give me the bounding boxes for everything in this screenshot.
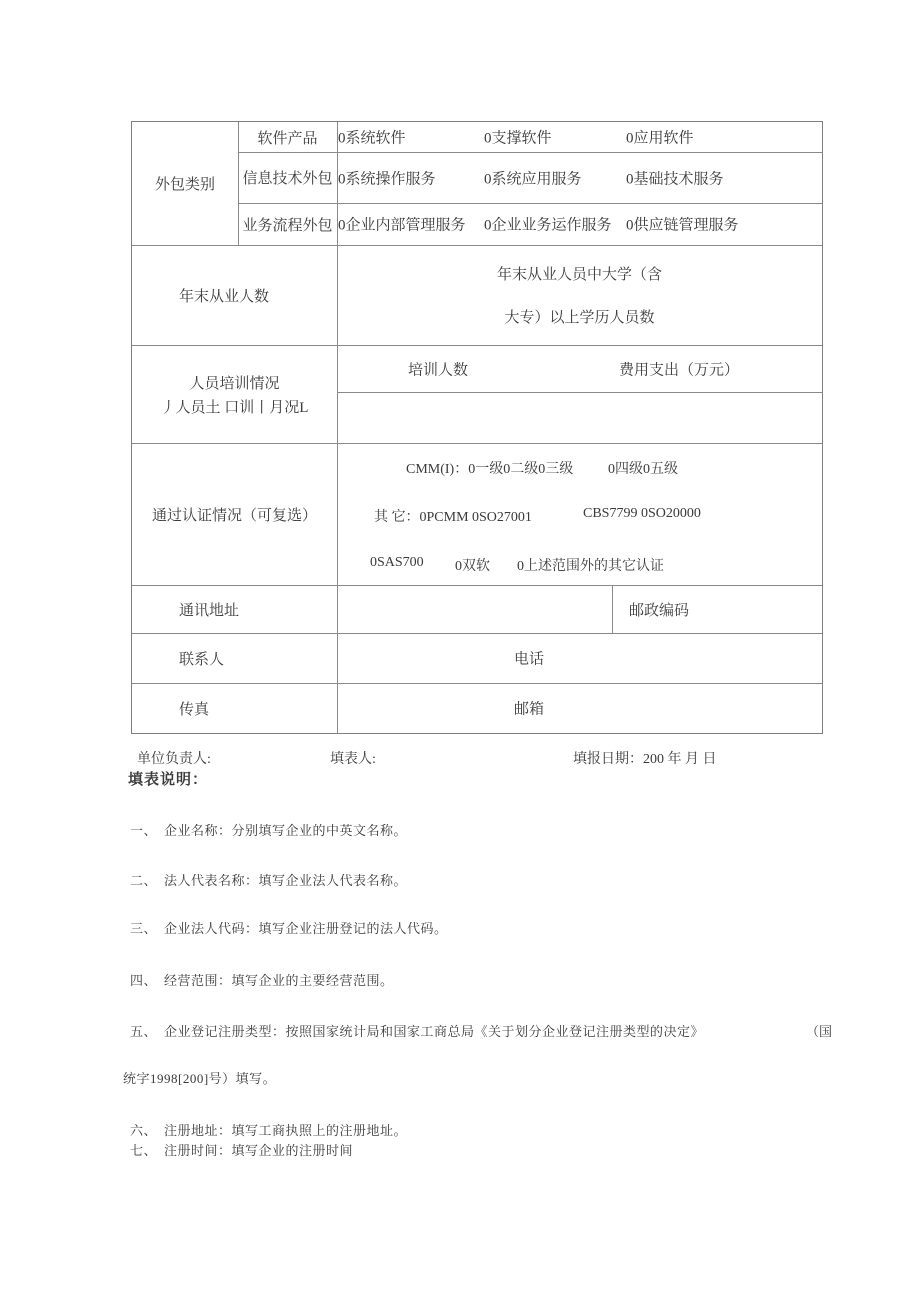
- note-number: 五、: [130, 1024, 158, 1039]
- note-text: 法人代表名称：填写企业法人代表名称。: [164, 873, 408, 888]
- option-row: [337, 203, 822, 245]
- email-label: 邮箱: [514, 701, 545, 718]
- note-item-6: [130, 1120, 407, 1139]
- note-item-1: [130, 820, 407, 839]
- unit-head-label: 单位负责人:: [137, 752, 211, 767]
- note-number: 七、: [130, 1143, 158, 1158]
- fill-date-label: 填报日期：200 年 月 日: [573, 752, 717, 767]
- checkbox-option: 0企业内部管理服务: [338, 217, 466, 234]
- row-label-software-product: 软件产品: [257, 130, 318, 147]
- note-item-5: [130, 1021, 704, 1040]
- note-text: 企业登记注册类型：按照国家统计局和国家工商总局《关于划分企业登记注册类型的决定》: [164, 1024, 705, 1039]
- enterprise-form-table: [131, 121, 823, 734]
- contact-person-label: 联系人: [179, 651, 225, 668]
- note-item-5-continuation: 统字1998[200]号）填写。: [123, 1071, 277, 1086]
- note-number: 四、: [130, 973, 158, 988]
- note-number: 二、: [130, 873, 158, 888]
- training-header-row: [337, 345, 822, 392]
- note-number: 一、: [130, 823, 158, 838]
- checkbox-option: 0应用软件: [626, 130, 694, 147]
- option-row: [337, 152, 822, 203]
- certification-label: 通过认证情况（可复选）: [151, 507, 317, 524]
- note-text: 企业法人代码：填写企业注册登记的法人代码。: [164, 921, 448, 936]
- fax-label: 传真: [179, 701, 210, 718]
- certification-line-other: [337, 506, 822, 526]
- divider: [337, 392, 822, 393]
- cmm-levels-45: 0四级0五级: [608, 462, 678, 477]
- cert-sas700: 0SAS700: [370, 555, 424, 570]
- staff-degree-line1: 年末从业人员中大学（含: [496, 267, 662, 283]
- note-text: 注册地址：填写工商执照上的注册地址。: [164, 1123, 408, 1138]
- cert-double-soft: 0双软: [455, 559, 490, 574]
- note-item-5-tail: （国: [806, 1024, 833, 1039]
- staff-count-label: 年末从业人数: [179, 288, 270, 305]
- row-label-bpo: 业务流程外包: [242, 217, 333, 234]
- certification-line-more: [337, 555, 822, 575]
- cert-other-scope: 0上述范围外的其它认证: [517, 559, 664, 574]
- form-filler-label: 填表人:: [330, 752, 376, 767]
- signature-line: [0, 748, 920, 768]
- note-item-2: [130, 870, 407, 889]
- row-label-it-outsourcing: 信息技术外包: [242, 171, 333, 187]
- note-item-7: [130, 1140, 353, 1159]
- note-text: 企业名称：分别填写企业的中英文名称。: [164, 823, 408, 838]
- checkbox-option: 0系统操作服务: [338, 171, 436, 187]
- note-item-3: [130, 918, 448, 937]
- checkbox-option: 0系统软件: [338, 130, 406, 147]
- certification-line-cmm: [337, 458, 822, 478]
- staff-degree-cell: [337, 245, 822, 345]
- checkbox-option: 0企业业务运作服务: [484, 217, 612, 234]
- checkbox-option: 0系统应用服务: [484, 171, 582, 187]
- outsourcing-category-label: 外包类别: [154, 177, 215, 193]
- training-label-line1: 人员培训情况: [189, 375, 280, 392]
- email-row: [337, 683, 822, 733]
- training-count-label: 培训人数: [408, 362, 469, 378]
- postal-code-label: 邮政编码: [629, 602, 690, 619]
- checkbox-option: 0供应链管理服务: [626, 217, 739, 234]
- cmm-levels: CMM(I)：0一级0二级0三级: [406, 462, 574, 477]
- note-number: 三、: [130, 921, 158, 936]
- checkbox-option: 0基础技术服务: [626, 171, 724, 187]
- phone-label: 电话: [514, 651, 545, 668]
- phone-row: [337, 633, 822, 683]
- notes-title: 填表说明：: [128, 772, 209, 788]
- training-label-line2: 丿人员土 口训丨月况L: [160, 399, 309, 416]
- note-text: 注册时间：填写企业的注册时间: [164, 1143, 354, 1158]
- note-text: 经营范围：填写企业的主要经营范围。: [164, 973, 394, 988]
- checkbox-option: 0支撑软件: [484, 130, 552, 147]
- address-label: 通讯地址: [179, 602, 240, 619]
- training-label-cell: [132, 345, 337, 443]
- staff-degree-line2: 大专）以上学历人员数: [504, 310, 655, 326]
- certification-cell: [337, 443, 822, 585]
- note-number: 六、: [130, 1123, 158, 1138]
- other-cert-b: CBS7799 0SO20000: [583, 506, 701, 521]
- other-cert-a: 其 它：0PCMM 0SO27001: [374, 510, 532, 525]
- note-item-4: [130, 970, 394, 989]
- training-cost-label: 费用支出（万元）: [619, 362, 740, 378]
- option-row: [337, 122, 822, 152]
